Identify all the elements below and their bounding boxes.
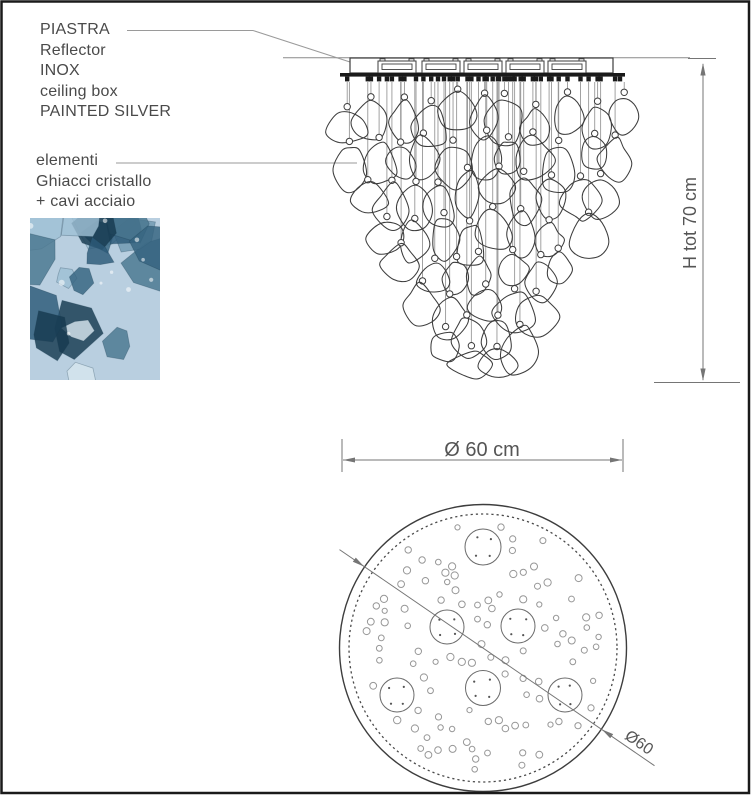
annotation-line: + cavi acciaio [36,193,136,210]
driver-box [506,61,544,73]
annotation-line: Reflector [40,41,106,59]
annotation-line: Ghiacci cristallo [36,172,152,190]
reflector-plate [340,73,625,77]
annotation-line: PAINTED SILVER [40,103,172,120]
annotation-line: ceiling box [40,82,118,100]
driver-boxes [378,59,586,73]
elementi-annotation [36,151,151,213]
crystal-photo [0,195,181,396]
driver-box [548,61,586,73]
plan-diameter-label: Ø60 [621,727,657,759]
annotation-line: elementi [36,152,99,169]
piastra-annotation [40,20,171,123]
crystal-elements [326,86,639,379]
plate-diameter-label: Ø 60 cm [444,439,520,461]
height-dimension-label: H tot 70 cm [680,176,700,270]
annotation-line: INOX [40,62,80,79]
wire-connectors [345,77,622,82]
plan-driver-circles [380,529,582,712]
plan-diameter-dimension [340,550,655,766]
driver-box [422,61,460,73]
driver-box [378,61,416,73]
annotation-line: PIASTRA [40,21,110,38]
driver-box [464,61,502,73]
